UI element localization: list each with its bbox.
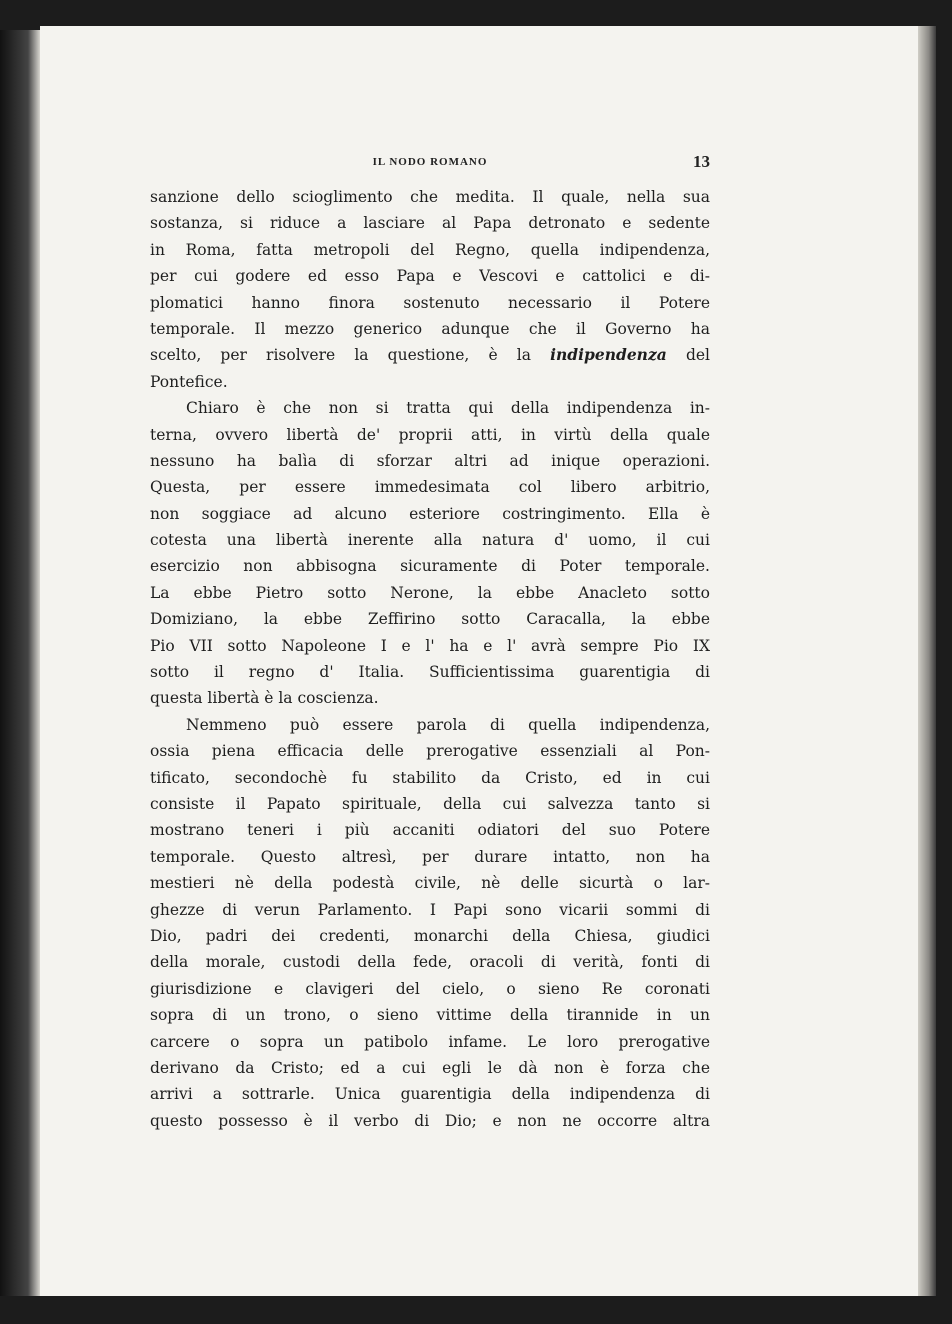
- text-line: della morale, custodi della fede, oracoli di verità, fonti di: [150, 953, 710, 972]
- binding-shadow: [0, 30, 40, 1296]
- text-segment: scelto, per risolvere la questione, è la: [150, 346, 551, 365]
- text-line: sopra di un trono, o sieno vittime della tirannide in un: [150, 1006, 710, 1025]
- text-line: [150, 342, 710, 368]
- text-line: ossia piena efficacia delle prerogative essenziali al Pon-: [150, 742, 710, 761]
- text-line: arrivi a sottrarle. Unica guarentigia della indipendenza di: [150, 1085, 710, 1104]
- text-line: derivano da Cristo; ed a cui egli le dà non è forza che: [150, 1058, 710, 1077]
- text-line: giurisdizione e clavigeri del cielo, o sieno Re coronati: [150, 979, 710, 998]
- text-line: consiste il Papato spirituale, della cui salvezza tanto si: [150, 794, 710, 813]
- text-line: non soggiace ad alcuno esteriore costringimento. Ella è: [150, 504, 710, 523]
- emphasized-word: indipendenza: [550, 345, 667, 365]
- text-line: sotto il regno d' Italia. Sufficientissima guarentigia di: [150, 663, 710, 682]
- text-line: tificato, secondochè fu stabilito da Cristo, ed in cui: [150, 768, 710, 787]
- text-line: Questa, per essere immedesimata col libero arbitrio,: [150, 478, 710, 497]
- text-line: Pontefice.: [150, 372, 228, 391]
- text-line: in Roma, fatta metropoli del Regno, quella indipendenza,: [150, 240, 710, 259]
- text-line: mestieri nè della podestà civile, nè delle sicurtà o lar-: [150, 874, 710, 893]
- text-line: mostrano teneri i più accaniti odiatori del suo Potere: [150, 821, 710, 840]
- text-line: esercizio non abbisogna sicuramente di Poter temporale.: [150, 557, 710, 576]
- text-line: nessuno ha balìa di sforzar altri ad inique operazioni.: [150, 451, 710, 470]
- text-line: Dio, padri dei credenti, monarchi della Chiesa, giudici: [150, 926, 710, 945]
- page-header: [150, 152, 710, 174]
- text-line: cotesta una libertà inerente alla natura d' uomo, il cui: [150, 531, 710, 550]
- text-line: questa libertà è la coscienza.: [150, 689, 379, 708]
- text-line: Nemmeno può essere parola di quella indipendenza,: [186, 715, 710, 734]
- text-line: sostanza, si riduce a lasciare al Papa detronato e sedente: [150, 214, 710, 233]
- page-number: 13: [693, 152, 710, 171]
- text-line: sanzione dello scioglimento che medita. Il quale, nella sua: [150, 188, 710, 206]
- page-edge: [918, 26, 936, 1296]
- text-line: temporale. Il mezzo generico adunque che il Governo ha: [150, 319, 710, 338]
- text-line: plomatici hanno finora sostenuto necessario il Potere: [150, 293, 710, 312]
- text-line: Domiziano, la ebbe Zeffirino sotto Caracalla, la ebbe: [150, 610, 710, 629]
- text-line: carcere o sopra un patibolo infame. Le loro prerogative: [150, 1032, 710, 1051]
- text-line: terna, ovvero libertà de' proprii atti, in virtù della quale: [150, 425, 710, 444]
- text-line: ghezze di verun Parlamento. I Papi sono vicarii sommi di: [150, 900, 710, 919]
- text-line: Pio VII sotto Napoleone I e l' ha e l' avrà sempre Pio IX: [150, 636, 710, 655]
- text-line: La ebbe Pietro sotto Nerone, la ebbe Anacleto sotto: [150, 583, 710, 602]
- text-line: temporale. Questo altresì, per durare intatto, non ha: [150, 847, 710, 866]
- running-title: IL NODO ROMANO: [372, 156, 488, 168]
- text-segment: del: [666, 346, 710, 365]
- text-line: per cui godere ed esso Papa e Vescovi e cattolici e di-: [150, 267, 710, 286]
- body-text: [150, 184, 710, 1134]
- text-line: questo possesso è il verbo di Dio; e non ne occorre altra: [150, 1111, 710, 1130]
- text-line: Chiaro è che non si tratta qui della indipendenza in-: [186, 399, 710, 418]
